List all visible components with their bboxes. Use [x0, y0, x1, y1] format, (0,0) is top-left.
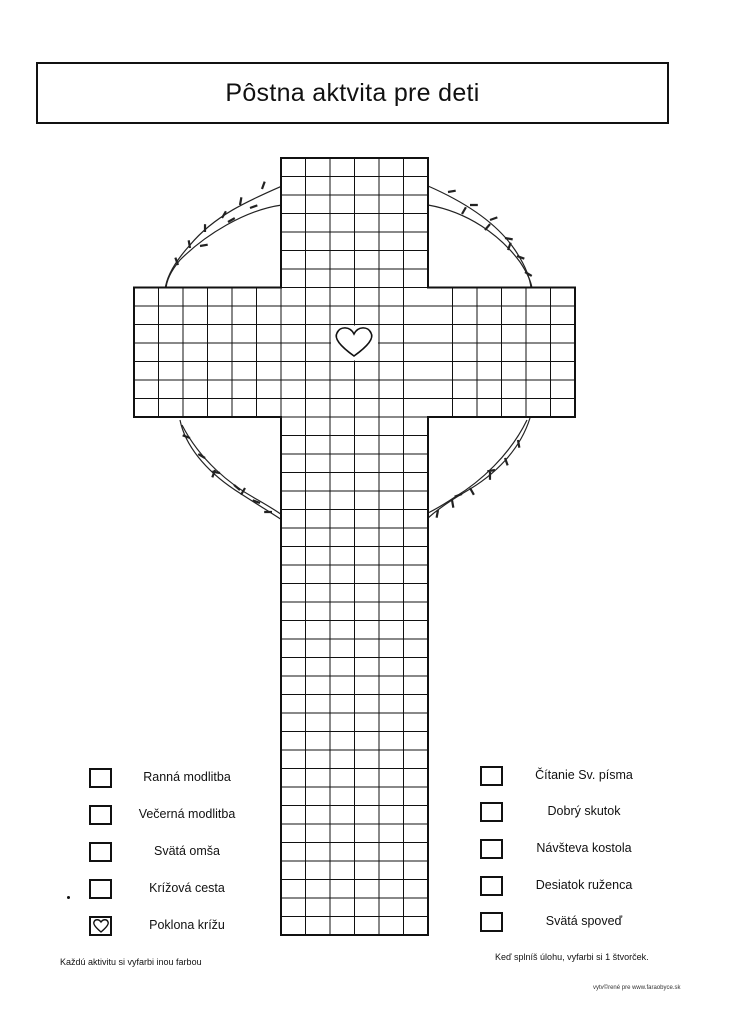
thorn	[484, 224, 491, 230]
thorn-branch	[428, 420, 527, 513]
legend-item	[0, 802, 745, 828]
activity-label: Večerná modlitba	[138, 807, 236, 821]
thorn-branch	[182, 425, 282, 515]
thorn	[433, 510, 441, 518]
credit-line: vytv©rené pre www.faraobyce.sk	[593, 985, 681, 991]
activity-label: Svätá omša	[153, 844, 221, 858]
activity-checkbox[interactable]	[480, 876, 503, 896]
legend-item	[0, 876, 745, 902]
activity-label: Svätá spoveď	[545, 914, 623, 928]
footer-left-note: Každú aktivitu si vyfarbi inou farbou	[60, 957, 202, 967]
thorn	[448, 188, 456, 195]
legend-item	[0, 912, 745, 938]
stray-dot	[67, 896, 70, 899]
thorn	[490, 215, 497, 222]
activity-label: Dobrý skutok	[547, 804, 621, 818]
activity-label: Návšteva kostola	[536, 841, 632, 855]
thorn-branch	[428, 205, 532, 288]
activity-checkbox[interactable]	[480, 912, 503, 932]
activity-label: Krížová cesta	[149, 881, 225, 895]
activity-checkbox[interactable]	[480, 839, 503, 859]
thorn-branch	[166, 205, 282, 290]
activity-label: Poklona krížu	[149, 918, 225, 932]
thorn	[186, 240, 193, 248]
activity-label: Čítanie Sv. písma	[535, 768, 633, 782]
thorn-branch	[428, 418, 530, 518]
thorn	[250, 203, 257, 210]
legend-item	[0, 766, 745, 792]
thorn	[469, 488, 475, 495]
legend-item	[0, 839, 745, 865]
thorn	[470, 201, 478, 209]
activity-label: Ranná modlitba	[143, 770, 231, 784]
thorn	[220, 211, 227, 218]
activity-checkbox[interactable]	[480, 766, 503, 786]
thorn-branch	[165, 186, 282, 290]
thorn	[200, 242, 208, 249]
thorn	[460, 207, 467, 214]
page-title: Pôstna aktvita pre deti	[225, 78, 480, 107]
footer-right-note: Keď splníš úlohu, vyfarbi si 1 štvorček.	[495, 952, 649, 962]
activity-label: Desiatok ruženca	[535, 878, 633, 892]
activity-checkbox[interactable]	[480, 802, 503, 822]
thorn-branch	[428, 186, 531, 288]
thorn	[260, 182, 268, 189]
